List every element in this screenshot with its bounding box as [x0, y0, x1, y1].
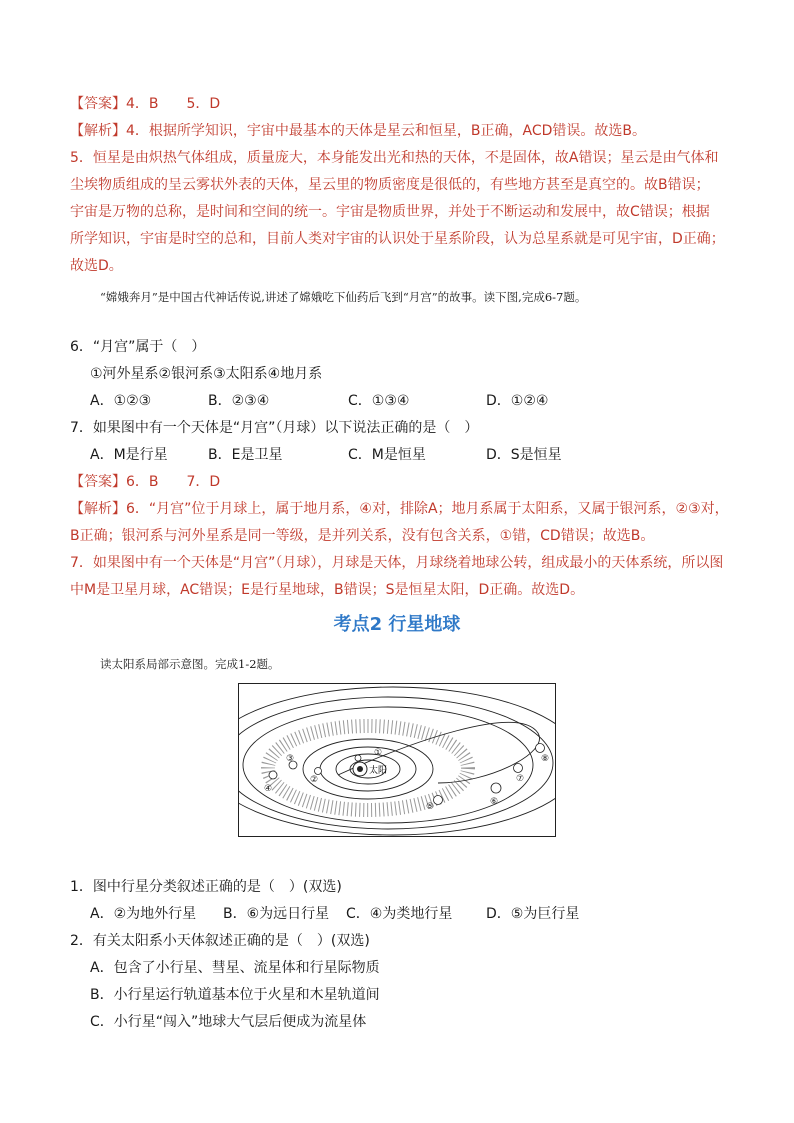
analysis-7-line-1: 7．如果图中有一个天体是“月宫”（月球），月球是天体，月球绕着地球公转，组成最小的天体系统，所以图	[70, 555, 724, 571]
analysis-5-line-1: 5．恒星是由炽热气体组成，质量庞大，本身能发出光和热的天体，不是固体，故A错误；星云是由气体和	[70, 150, 719, 166]
q1-option-a[interactable]: A．②为地外行星	[90, 906, 197, 922]
planet-label-4: ④	[264, 784, 273, 794]
q6-option-b[interactable]: B．②③④	[208, 393, 270, 409]
sun-icon	[353, 762, 367, 776]
q6-stem: 6．“月宫”属于（ ）	[70, 339, 206, 355]
q1-option-d[interactable]: D．⑤为巨行星	[486, 906, 580, 922]
q7-stem: 7．如果图中有一个天体是“月宫”（月球）以下说法正确的是（ ）	[70, 420, 479, 436]
planet-7	[514, 764, 523, 773]
planet-4	[269, 771, 277, 779]
section-title: 考点2 行星地球	[333, 614, 461, 635]
planet-label-1: ①	[374, 748, 383, 758]
intro-1-2: 读太阳系局部示意图。完成1-2题。	[100, 657, 280, 671]
analysis-6-line-1	[70, 499, 729, 519]
planet-label-5: ⑤	[426, 802, 435, 812]
q6-option-d[interactable]: D．①②④	[486, 393, 549, 409]
analysis-tag: 【解析】	[70, 123, 126, 139]
q2-option-a[interactable]: A．包含了小行星、彗星、流星体和行星际物质	[90, 960, 380, 976]
q1-stem: 1．图中行星分类叙述正确的是（ ）(双选)	[70, 879, 342, 895]
q2-stem: 2．有关太阳系小天体叙述正确的是（ ）(双选)	[70, 933, 370, 949]
analysis-6-line-2: B正确；银河系与河外星系是同一等级，是并列关系，没有包含关系，①错，CD错误；故选B。	[70, 528, 655, 544]
q6-option-c[interactable]: C．①③④	[348, 393, 410, 409]
q6-items: ①河外星系②银河系③太阳系④地月系	[90, 366, 323, 382]
q6-option-a[interactable]: A．①②③	[90, 393, 152, 409]
planet-1	[355, 755, 361, 761]
sun-label: 太阳	[369, 766, 388, 776]
analysis-text: 4．根据所学知识，宇宙中最基本的天体是星云和恒星，B正确，ACD错误。故选B。	[126, 123, 647, 139]
q7-option-c[interactable]: C．M是恒星	[348, 447, 426, 463]
answer-tag: 【答案】	[70, 474, 126, 490]
intro-6-7: “嫦娥奔月”是中国古代神话传说,讲述了嫦娥吃下仙药后飞到“月宫”的故事。读下图,完成6-7题。	[100, 290, 587, 304]
q7-option-d[interactable]: D．S是恒星	[486, 447, 562, 463]
planet-2	[315, 768, 322, 775]
q1-option-b[interactable]: B．⑥为远日行星	[223, 906, 330, 922]
answer-6-7	[70, 472, 220, 492]
analysis-5-line-4: 所学知识，宇宙是时空的总和，目前人类对宇宙的认识处于星系阶段，认为总星系就是可见宇宙，D正确；	[70, 231, 725, 247]
q1-option-c[interactable]: C．④为类地行星	[346, 906, 453, 922]
analysis-text: 6．“月宫”位于月球上，属于地月系，④对，排除A；地月系属于太阳系，又属于银河系，②③对，	[126, 501, 729, 517]
analysis-tag: 【解析】	[70, 501, 126, 517]
planet-label-2: ②	[310, 775, 319, 785]
planet-label-6: ⑥	[490, 797, 499, 807]
answer-tag: 【答案】	[70, 96, 126, 112]
q2-option-b[interactable]: B．小行星运行轨道基本位于火星和木星轨道间	[90, 987, 380, 1003]
answer-text: 6．B 7．D	[126, 474, 221, 490]
planet-label-7: ⑦	[516, 774, 525, 784]
q7-option-b[interactable]: B．E是卫星	[208, 447, 283, 463]
planet-5	[434, 796, 443, 805]
q7-option-a[interactable]: A．M是行星	[90, 447, 168, 463]
analysis-5-line-3: 宇宙是万物的总称，是时间和空间的统一。宇宙是物质世界，并处于不断运动和发展中，故C错误；根据	[70, 204, 710, 220]
planet-6	[491, 783, 501, 793]
solar-system-diagram	[238, 683, 556, 837]
analysis-4	[70, 121, 646, 141]
answer-text: 4．B 5．D	[126, 96, 221, 112]
planet-label-8: ⑧	[541, 754, 550, 764]
analysis-5-line-5: 故选D。	[70, 258, 123, 274]
planet-label-3: ③	[286, 754, 295, 764]
answer-4-5	[70, 94, 220, 114]
planet-8	[536, 744, 545, 753]
analysis-5-line-2: 尘埃物质组成的呈云雾状外表的天体，星云里的物质密度是很低的，有些地方甚至是真空的。故B错误；	[70, 177, 710, 193]
analysis-7-line-2: 中M是卫星月球，AC错误；E是行星地球，B错误；S是恒星太阳，D正确。故选D。	[70, 582, 585, 598]
q2-option-c[interactable]: C．小行星“闯入”地球大气层后便成为流星体	[90, 1014, 367, 1030]
